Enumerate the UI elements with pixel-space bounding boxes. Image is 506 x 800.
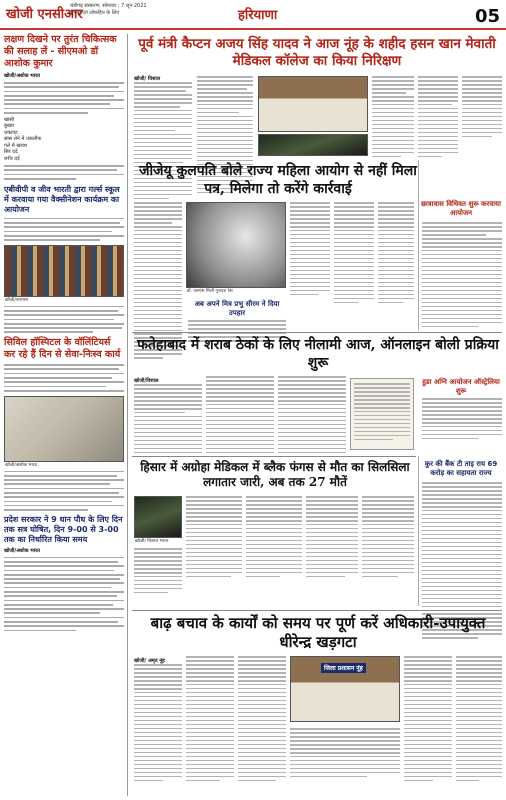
lead-photo-2 <box>258 134 368 156</box>
fatehabad-col1 <box>134 384 202 457</box>
story3-body-cont <box>4 471 124 511</box>
list-item: थकावट <box>4 129 18 136</box>
jc-photo <box>186 202 286 294</box>
flood-col4 <box>290 728 400 777</box>
list-item: गले में खराश <box>4 142 28 149</box>
story1-body-cont <box>4 165 124 180</box>
flood-byline: खोजी/ अमृत नूंह <box>134 658 165 664</box>
lead-headline: पूर्व मंत्री कैप्टन अजय सिंह यादव ने आज नूंह के शहीद हसन खान मेवाती मेडिकल कॉलेज का किया निरिक्षण <box>138 36 496 69</box>
hisar-col2 <box>186 496 242 577</box>
story4-byline: खोजी/अशोक भारत <box>4 547 41 554</box>
story2-body-cont <box>4 306 124 333</box>
dateline-tagline: सूचना एवं लोकहित के लिए <box>70 10 120 16</box>
newspaper-logo: खोजी एनसीआर <box>6 7 83 22</box>
aid-headline: कुर की बैंक टी ताइ राय 69 करोड़ का सहायता राज्य <box>424 460 498 477</box>
story1-byline: खोजी/अशोक भारत <box>4 73 41 79</box>
left-column <box>4 34 128 796</box>
flood-photo <box>290 656 400 722</box>
list-item: शरीर दर्द <box>4 155 20 162</box>
column-divider-2 <box>418 456 419 606</box>
flood-col2 <box>186 656 234 781</box>
hisar-col1 <box>134 548 182 593</box>
list-item: सिर दर्द <box>4 149 18 156</box>
story4-headline: प्रदेश सरकार ने 9 धान पौध के लिए दिन तक सत्र घोषित, दिन 9-00 से 3-00 तक का निर्धारित किया समय <box>4 514 123 544</box>
box-body <box>422 398 502 439</box>
page-number: 05 <box>474 6 500 27</box>
fatehabad-col2 <box>206 376 274 457</box>
side-headline: अब अपने मित्र प्रभु सीरम ने दिया उपहार <box>194 300 280 317</box>
hisar-headline: हिसार में अग्रोहा मेडिकल में ब्लैक फंगस से मौत का सिलसिला लगातार जारी, अब तक 27 मौतें <box>140 460 410 489</box>
story3-caption: खोजी/अशोक भारत <box>5 462 38 468</box>
dateline <box>70 3 210 17</box>
story1-headline: लक्षण दिखने पर तुरंत चिकित्सक की सलाह लें - सीएमओ डॉ आशोक कुमार <box>4 34 117 69</box>
hisar-photo <box>134 496 182 544</box>
flood-headline: बाढ़ बचाव के कार्यों को समय पर पूर्ण करें अधिकारी-उपायुक्त धीरेन्द्र खड़गटा <box>150 614 486 651</box>
hisar-caption: खोजी/ विशाल भारत <box>135 539 169 544</box>
column-divider <box>418 160 419 330</box>
jc-col4 <box>378 202 414 303</box>
hisar-col3 <box>246 496 302 577</box>
story2-photo <box>4 245 124 303</box>
right-box-body <box>422 222 502 327</box>
flood-col5 <box>404 656 452 781</box>
hisar-col5 <box>362 496 414 577</box>
box-headline: हुडा अग्नि आयोजन ऑस्ट्रेलिया शुरू <box>422 378 500 395</box>
section-title: हरियाणा <box>238 8 278 23</box>
lead-col3 <box>372 76 414 157</box>
list-item: बुखार <box>4 123 15 130</box>
masthead <box>0 0 506 30</box>
story2-caption: खोजी/नारायण <box>5 297 29 303</box>
story3-photo <box>4 396 124 468</box>
section-rule-3 <box>132 610 502 611</box>
lead-col5 <box>462 76 502 137</box>
fatehabad-col3 <box>278 376 346 457</box>
lead-col4 <box>418 76 458 157</box>
story3-headline: सिविल हॉस्पिटल के वॉलिंटियर्स कर रहे हैं दिन से सेवा-निःस्व कार्य <box>4 337 121 361</box>
story1-body <box>4 82 124 114</box>
jc-col2 <box>290 202 330 295</box>
fatehabad-headline: फतेहाबाद में शराब ठेकों के लिए नीलामी आज, ऑनलाइन बोली प्रक्रिया शुरू <box>137 337 499 371</box>
jc-col3 <box>334 202 374 303</box>
fatehabad-byline: खोजी/विशाल <box>134 378 159 384</box>
story3-body <box>4 364 124 391</box>
hisar-col4 <box>306 496 358 577</box>
lead-photo-1 <box>258 76 368 132</box>
section-rule-2 <box>132 456 416 457</box>
section-rule <box>132 332 502 333</box>
flood-photo-banner: जिला प्रशासन नूंह <box>321 663 366 673</box>
lead-byline: खोजी/ विशाल <box>134 76 161 82</box>
right-box-headline: छात्रावास विधिवत शुरू करवाया आयोजन <box>421 200 501 217</box>
flood-col1 <box>134 664 182 781</box>
flood-col3 <box>238 656 286 781</box>
story4-body <box>4 557 124 631</box>
symptom-list <box>4 117 124 163</box>
dateline-date: चंडीगढ़ संस्करण, सोमवार : 7 जून 2021 <box>70 3 147 9</box>
story2-body <box>4 218 124 241</box>
flood-col6 <box>456 656 502 781</box>
list-item: खांसी <box>4 116 15 123</box>
jc-caption: डॉ. एसएस मिली गुलदरा रेस <box>187 289 233 294</box>
info-box <box>350 378 414 450</box>
list-item: सांस लेने में तकलीफ <box>4 136 42 143</box>
story2-headline: एबीवीपी व जीव भारती द्वारा गर्ल्स स्कूल में करवाया गया वैक्सीनेशन कार्यक्रम का आयोजन <box>4 184 120 214</box>
jc-headline: जीजेयू कुलपति बोले राज्य महिला आयोग से नहीं मिला पत्र, मिलेगा तो करेंगे कार्रवाई <box>139 163 417 197</box>
